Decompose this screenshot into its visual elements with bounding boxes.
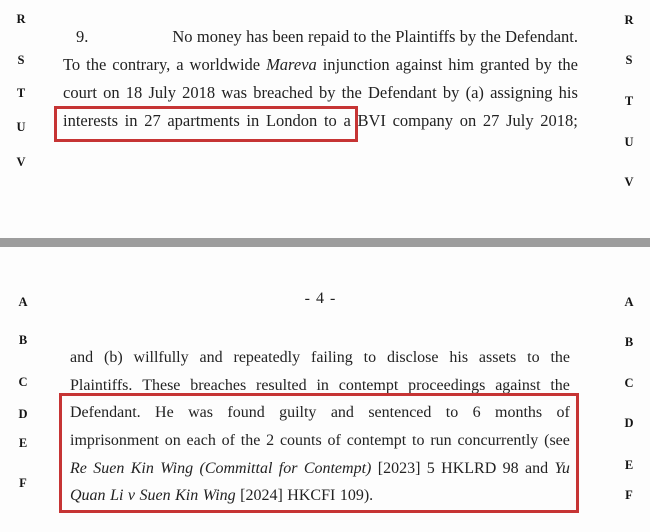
page-number: - 4 - — [304, 290, 337, 307]
margin-letter: F — [625, 488, 633, 502]
text-segment: and — [525, 459, 549, 477]
text-segment: in — [246, 111, 260, 130]
margin-letter: U — [16, 120, 26, 134]
text-segment: worldwide — [189, 55, 261, 74]
text-segment: contempt — [338, 376, 399, 394]
text-segment: was — [221, 83, 248, 102]
margin-letter: A — [624, 295, 634, 309]
text-segment: to — [445, 404, 459, 422]
text-segment: contempt — [346, 432, 407, 450]
text-segment: 6 — [472, 404, 481, 422]
text-segment: has — [246, 27, 269, 46]
text-segment: These — [142, 376, 181, 394]
text-segment: (a) — [465, 83, 484, 102]
text-segment: to — [353, 27, 367, 46]
margin-letter: S — [625, 53, 633, 67]
text-segment: found — [227, 404, 265, 422]
text-segment-italic: Kin — [130, 459, 154, 477]
text-segment-italic: for — [278, 459, 298, 477]
text-segment: court — [63, 83, 97, 102]
text-segment: in — [124, 111, 138, 130]
text-segment: by — [459, 27, 477, 46]
text-segment: [2023] — [377, 459, 421, 477]
text-segment-italic: (Committal — [199, 459, 273, 477]
text-segment: willfully — [133, 349, 189, 366]
text-segment: the — [550, 376, 570, 394]
margin-letter: F — [19, 476, 27, 490]
text-segment-italic: Yu — [554, 459, 570, 477]
margin-letter: S — [17, 53, 25, 67]
text-segment: the — [557, 55, 578, 74]
text-segment: July — [148, 83, 176, 102]
text-segment: assets — [478, 349, 517, 366]
text-segment: interests — [63, 111, 118, 130]
text-segment: months — [495, 404, 543, 422]
text-segment: (see — [544, 432, 570, 450]
text-segment: the — [550, 349, 570, 366]
page-divider — [0, 238, 650, 247]
text-segment: sentenced — [368, 404, 432, 422]
text-segment: HKCFI — [287, 487, 336, 505]
text-segment-italic: v — [127, 487, 136, 505]
text-segment: by — [318, 83, 336, 102]
highlight-box-bottom — [59, 393, 579, 513]
text-segment: him — [448, 55, 474, 74]
text-segment: of — [327, 432, 341, 450]
text-segment: a — [343, 111, 351, 130]
margin-letter: E — [624, 458, 634, 472]
text-segment: to — [412, 432, 425, 450]
text-segment: resulted — [255, 376, 307, 394]
margin-letter: C — [18, 375, 28, 389]
text-segment: money — [196, 27, 242, 46]
text-segment: 98 — [502, 459, 519, 477]
text-segment: breached — [253, 83, 313, 102]
text-segment: his — [558, 83, 578, 102]
text-segment-italic: Kin — [175, 487, 199, 505]
text-segment: was — [188, 404, 213, 422]
margin-letter: D — [18, 407, 28, 421]
text-segment: run — [430, 432, 452, 450]
text-segment-italic: Re — [70, 459, 87, 477]
text-segment-italic: Wing — [202, 487, 236, 505]
text-segment: to — [527, 349, 540, 366]
text-segment: by — [442, 83, 460, 102]
body-line — [63, 23, 578, 51]
text-segment: breaches — [190, 376, 247, 394]
margin-letter: V — [16, 155, 26, 169]
text-segment: company — [392, 111, 454, 130]
text-segment: 18 — [125, 83, 143, 102]
text-segment: been — [272, 27, 304, 46]
text-segment: Defendant. — [70, 404, 141, 422]
text-segment-italic: Quan — [70, 487, 106, 505]
text-segment: granted — [479, 55, 530, 74]
margin-letter: A — [18, 295, 28, 309]
text-segment: proceedings — [408, 376, 486, 394]
text-segment: on — [459, 111, 477, 130]
text-segment: each — [186, 432, 216, 450]
text-segment: 109). — [339, 487, 374, 505]
text-segment: 27 — [144, 111, 161, 130]
text-segment-italic: Suen — [139, 487, 171, 505]
text-segment: the — [240, 432, 261, 450]
text-segment: disclose — [386, 349, 439, 366]
text-segment: concurrently — [457, 432, 539, 450]
text-segment-italic: Li — [110, 487, 124, 505]
paragraph-number: 9. — [76, 27, 89, 46]
text-segment: and — [70, 349, 94, 366]
text-segment: on — [164, 432, 181, 450]
text-segment: (b) — [103, 349, 123, 366]
margin-letter: R — [16, 12, 26, 26]
text-segment: Plaintiffs — [395, 27, 456, 46]
text-segment: failing — [310, 349, 353, 366]
text-segment: his — [449, 349, 469, 366]
text-segment: against — [495, 376, 541, 394]
text-segment: a — [176, 55, 184, 74]
text-segment: repeatedly — [233, 349, 301, 366]
text-segment: of — [221, 432, 235, 450]
text-segment: guilty — [279, 404, 317, 422]
text-segment: on — [103, 83, 120, 102]
text-segment-italic: Contempt) — [303, 459, 372, 477]
text-segment: repaid — [307, 27, 350, 46]
text-segment: the — [480, 27, 501, 46]
text-segment: Defendant — [368, 83, 437, 102]
text-segment: the — [86, 55, 107, 74]
text-segment: the — [370, 27, 391, 46]
text-segment: To — [63, 55, 81, 74]
text-segment: apartments — [167, 111, 240, 130]
text-segment: July — [506, 111, 534, 130]
margin-letter: T — [624, 94, 634, 108]
body-line — [63, 51, 578, 79]
text-segment: imprisonment — [70, 432, 159, 450]
margin-letter: C — [624, 376, 634, 390]
text-segment-italic: Wing — [160, 459, 194, 477]
text-segment: BVI — [357, 111, 386, 130]
margin-letter: E — [18, 436, 28, 450]
text-segment: assigning — [490, 83, 553, 102]
text-segment: [2024] — [240, 487, 283, 505]
text-segment: to — [363, 349, 377, 366]
margin-letter: V — [624, 175, 634, 189]
body-line — [63, 79, 578, 107]
text-segment: He — [155, 404, 174, 422]
text-segment: No — [172, 27, 193, 46]
text-segment: 27 — [482, 111, 500, 130]
text-segment: HKLRD — [441, 459, 497, 477]
text-segment: contrary, — [112, 55, 171, 74]
text-segment: 2018 — [182, 83, 216, 102]
text-segment: of — [556, 404, 570, 422]
text-segment: injunction — [322, 55, 390, 74]
highlight-box-top — [54, 106, 358, 142]
margin-letter: T — [16, 86, 26, 100]
body-line — [70, 344, 570, 372]
text-segment: the — [341, 83, 362, 102]
margin-letter: R — [624, 13, 634, 27]
text-segment-italic: Suen — [93, 459, 125, 477]
margin-letter: D — [624, 416, 634, 430]
text-segment: to — [323, 111, 337, 130]
text-segment: in — [316, 376, 329, 394]
text-segment: Defendant. — [505, 27, 578, 46]
text-segment: counts — [279, 432, 322, 450]
text-segment: and — [199, 349, 223, 366]
text-segment: by — [535, 55, 552, 74]
text-segment: 2018; — [540, 111, 578, 130]
text-segment-italic: Mareva — [266, 55, 317, 74]
margin-letter: B — [18, 333, 28, 347]
text-segment: Plaintiffs. — [70, 376, 133, 394]
text-segment: and — [330, 404, 354, 422]
text-segment: 2 — [266, 432, 275, 450]
text-segment: against — [395, 55, 443, 74]
margin-letter: U — [624, 135, 634, 149]
text-segment: 5 — [426, 459, 435, 477]
margin-letter: B — [624, 335, 634, 349]
text-segment: London — [265, 111, 318, 130]
